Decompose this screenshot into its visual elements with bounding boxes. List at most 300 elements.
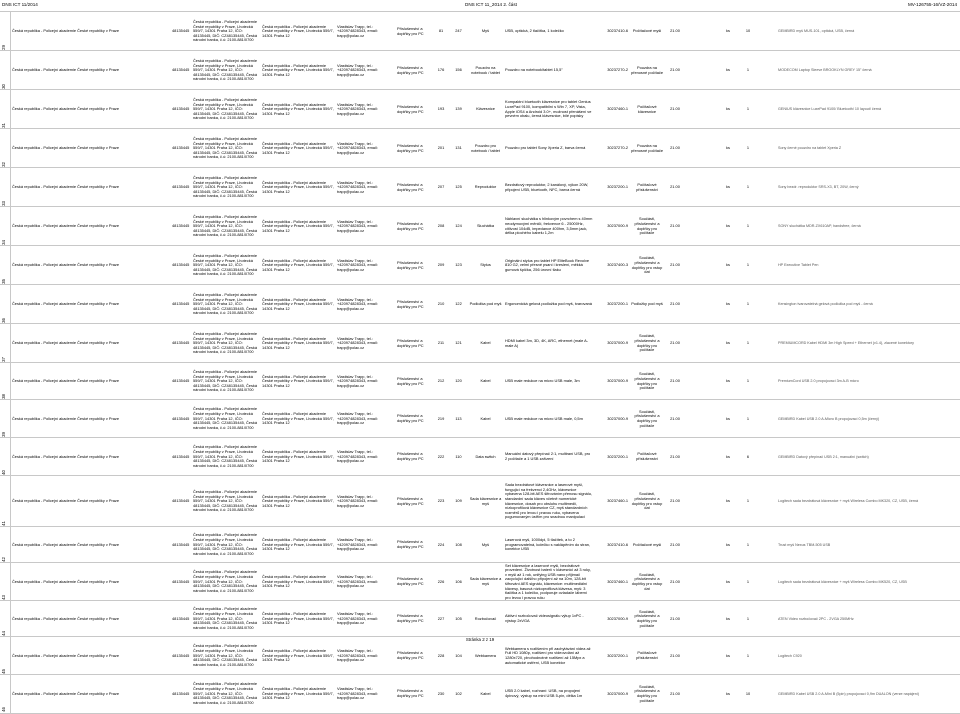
category: Příslušenství a doplňky pro PC (397, 613, 424, 623)
cpv-code: 30237000-9 (607, 340, 628, 346)
quantity: 1 (746, 541, 750, 547)
contact-person: Vlastislav Trapp, tel.: +420974828343, email: trapp@polac.cz (337, 218, 378, 233)
quantity: 1 (746, 262, 750, 268)
item-specification: Pouzdro pro tablet Sony Xperia Z, barva černá (505, 145, 586, 151)
vat-rate: 21.00 (670, 541, 680, 547)
billing-address: Česká republika - Policejní akademie České republiky v Praze, Lhotecká 559/7, 14301 Praha 12, IČO: 48135445, DIČ: CZ48135445, Česká národní banka, č.ú: 2100-881/0700 (193, 444, 258, 468)
unit: ks (726, 340, 730, 346)
contact-person: Vlastislav Trapp, tel.: +420974828343, email: trapp@polac.cz (337, 611, 378, 626)
category: Příslušenství a doplňky pro PC (397, 495, 424, 506)
quantity: 1 (746, 67, 750, 73)
offered-product: GEMBIRD Kabel USB 2.0 A-Mini B (5pin) propojovací 0,9m DUALON (verze napájení) (778, 691, 920, 696)
item-sequence: 122 (455, 301, 462, 307)
item-name: Podložka pod myš (469, 301, 502, 307)
vat-rate: 21.00 (670, 145, 680, 151)
organization-id: 48135445 (172, 541, 190, 547)
item-index: 210 (437, 301, 445, 307)
cpv-description: Počítačové příslušenství (636, 451, 658, 461)
item-specification: Sada bezdrátové klávesnice a laserové myši, fungující na frekvenci 2,4GHz, klávesnice vybavena 128-bit AES šifrováním přenosu signálu, standardní sada kláves včetně numerické klávesnice, dosah pro obsluhu multimedií, nízkoprofilová klávesnice CZ, myš standardních rozměrů pro levou i pravou ruku, vybavena pogumovaným ústřím pro snadnou manipulaci (505, 482, 592, 520)
offered-product: Sony bezdr. reproduktor SRS-X3, BT, 20W, černý (778, 185, 859, 190)
organization-name: Česká republika - Policejní akademie České republiky v Praze (12, 145, 120, 151)
table-row (0, 362, 960, 400)
unit: ks (726, 184, 730, 190)
organization-name: Česká republika - Policejní akademie České republiky v Praze (12, 652, 120, 658)
billing-address: Česká republika - Policejní akademie České republiky v Praze, Lhotecká 559/7, 14301 Praha 12, IČO: 48135445, DIČ: CZ48135445, Česká národní banka, č.ú: 2100-881/0700 (193, 532, 258, 556)
item-index: 208 (437, 223, 445, 229)
item-index: 223 (437, 498, 445, 504)
item-sequence: 104 (455, 652, 462, 658)
organization-id: 48135445 (172, 498, 190, 504)
row-number-cell (0, 129, 11, 168)
delivery-address: Česká republika - Policejní akademie České republiky v Praze, Lhotecká 559/7, 14301 Praha 12 (262, 611, 334, 626)
offered-product: Sony černé pouzdro na tablet Xperia Z (778, 146, 842, 151)
cpv-description: Součásti, příslušenství a doplňky pro počítače (634, 333, 660, 353)
cpv-description: Počítačové příslušenství (636, 181, 658, 192)
delivery-address: Česká republika - Policejní akademie České republiky v Praze, Lhotecká 559/7, 14301 Praha 12 (262, 335, 334, 350)
category: Příslušenství a doplňky pro PC (397, 337, 424, 348)
delivery-address: Česká republika - Policejní akademie České republiky v Praze, Lhotecká 559/7, 14301 Praha 12 (262, 411, 334, 426)
row-number-cell (0, 527, 11, 563)
billing-address: Česká republika - Policejní akademie České republiky v Praze, Lhotecká 559/7, 14301 Praha 12, IČO: 48135445, DIČ: CZ48135445, Česká národní banka, č.ú: 2100-881/0700 (193, 643, 258, 667)
cpv-code: 30237200-1 (607, 453, 628, 459)
cpv-code: 30237000-9 (607, 415, 628, 421)
cpv-description: Počítačové příslušenství (636, 650, 658, 660)
header-center: DNS ICT 11_2014 2. část (465, 2, 517, 7)
unit: ks (726, 378, 730, 384)
vat-rate: 21.00 (670, 223, 680, 229)
delivery-address: Česká republika - Policejní akademie České republiky v Praze, Lhotecká 559/7, 14301 Praha 12 (262, 493, 334, 508)
delivery-address: Česká republika - Policejní akademie České republiky v Praze, Lhotecká 559/7, 14301 Praha 12 (262, 218, 334, 233)
unit: ks (726, 541, 730, 547)
row-number: 33 (1, 201, 6, 206)
category: Příslušenství a doplňky pro PC (397, 451, 424, 461)
offered-product: Kensington tvarovatelná gelová podložka pod myš - černá (778, 302, 873, 307)
item-specification: Bezdrátový reproduktor, 2 kanálový, výkon 20W, připojení USB, bluetooth, NFC, barva černá (505, 181, 589, 192)
item-sequence: 105 (455, 615, 462, 621)
quantity: 1 (746, 184, 750, 190)
row-number-cell (0, 246, 11, 285)
table-row (0, 128, 960, 168)
cpv-description: Součásti, příslušenství a doplňky pro vstup dat (631, 571, 663, 591)
delivery-address: Česká republika - Policejní akademie České republiky v Praze, Lhotecká 559/7, 14301 Praha 12 (262, 537, 334, 552)
item-name: Rozbočovač (474, 615, 497, 621)
category: Příslušenství a doplňky pro PC (397, 539, 424, 549)
quantity: 1 (746, 223, 750, 229)
table-row (0, 437, 960, 476)
organization-id: 48135445 (172, 28, 190, 34)
delivery-address: Česká republika - Policejní akademie České republiky v Praze, Lhotecká 559/7, 14301 Praha 12 (262, 101, 334, 116)
offered-product: Trust myš Nexus TBM-505 USB (778, 542, 831, 547)
category: Příslušenství a doplňky pro PC (397, 259, 424, 270)
billing-address: Česká republika - Policejní akademie České republiky v Praze, Lhotecká 559/7, 14301 Praha 12, IČO: 48135445, DIČ: CZ48135445, Česká národní banka, č.ú: 2100-881/0700 (193, 368, 258, 393)
cpv-description: Součásti, příslušenství a doplňky pro vstup dat (631, 491, 663, 511)
item-index: 81 (438, 28, 444, 34)
item-sequence: 102 (455, 690, 462, 696)
organization-id: 48135445 (172, 415, 190, 421)
organization-name: Česká republika - Policejní akademie České republiky v Praze (12, 578, 120, 584)
item-name: Webkamera (475, 652, 496, 658)
billing-address: Česká republika - Policejní akademie České republiky v Praze, Lhotecká 559/7, 14301 Praha 12, IČO: 48135445, DIČ: CZ48135445, Česká národní banka, č.ú: 2100-881/0700 (193, 174, 258, 199)
organization-name: Česká republika - Policejní akademie České republiky v Praze (12, 340, 120, 346)
organization-id: 48135445 (172, 340, 190, 346)
item-index: 226 (437, 578, 445, 584)
contact-person: Vlastislav Trapp, tel.: +420974828343, email: trapp@polac.cz (337, 140, 378, 155)
category: Příslušenství a doplňky pro PC (397, 142, 424, 153)
contact-person: Vlastislav Trapp, tel.: +420974828343, email: trapp@polac.cz (337, 373, 378, 388)
vat-rate: 21.00 (670, 415, 680, 421)
contact-person: Vlastislav Trapp, tel.: +420974828343, email: trapp@polac.cz (337, 179, 378, 194)
organization-id: 48135445 (172, 652, 190, 658)
cpv-description: Pouzdra na přenosné počítače (630, 64, 663, 75)
organization-id: 48135445 (172, 301, 190, 307)
category: Příslušenství a doplňky pro PC (397, 650, 424, 660)
page-footer: Stránka 2 z 19 (465, 637, 495, 642)
item-specification: Náhlavní sluchátka s hlinkovým povrchem s 40mm neodymovými měniči, frekvence 6 - 25000Hz, citlivost 104dB, impedance 400hm, 3,5mm jack, délka plochého kabelu 1,2m (505, 216, 593, 236)
unit: ks (726, 145, 730, 151)
organization-name: Česká republika - Policejní akademie České republiky v Praze (12, 541, 120, 547)
row-number: 31 (1, 123, 6, 128)
vat-rate: 21.00 (670, 652, 680, 658)
item-name: Pouzdro pro notebook / tablet (471, 142, 500, 153)
table-row (0, 245, 960, 285)
item-sequence: 109 (455, 498, 462, 504)
item-sequence: 124 (455, 223, 462, 229)
cpv-code: 30237000-9 (607, 223, 628, 229)
unit: ks (726, 301, 730, 307)
delivery-address: Česká republika - Policejní akademie České republiky v Praze, Lhotecká 559/7, 14301 Praha 12 (262, 373, 334, 388)
vat-rate: 21.00 (670, 378, 680, 384)
billing-address: Česká republika - Policejní akademie České republiky v Praze, Lhotecká 559/7, 14301 Praha 12, IČO: 48135445, DIČ: CZ48135445, Česká národní banka, č.ú: 2100-881/0700 (193, 569, 258, 593)
item-specification: Kompaktní bluetooth klávesnice pro tablet Genius LuxePad 9100, kompatibilní s Win 7, XP, Vista, Apple iOS4 a Android 3.0+, možnost přenášení ve pevném obalu, černá klávesnice, bílé popisky (505, 99, 592, 119)
offered-product: Logitech sada bezdrátová klávesnice + myš Wireless Combo MK520, CZ, USB (778, 579, 907, 584)
delivery-address: Česká republika - Policejní akademie České republiky v Praze, Lhotecká 559/7, 14301 Praha 12 (262, 257, 334, 272)
row-number: 30 (1, 84, 6, 89)
item-name: Kabel (480, 415, 491, 421)
cpv-code: 30237270-2 (607, 145, 628, 151)
cpv-description: Počítačové myši (632, 28, 662, 34)
item-sequence: 139 (455, 106, 462, 112)
cpv-code: 30237200-1 (607, 652, 628, 658)
item-name: Data switch (475, 453, 496, 459)
item-index: 222 (437, 453, 445, 459)
unit: ks (726, 690, 730, 696)
cpv-code: 30237400-3 (607, 262, 628, 268)
row-number-cell (0, 168, 11, 207)
offered-product: Logitech sada bezdrátová klávesnice + myš Wireless Combo MK320, CZ, USB, černá (778, 499, 919, 504)
cpv-code: 30237410-6 (607, 28, 628, 34)
unit: ks (726, 67, 730, 73)
item-name: Pouzdro na notebook / tablet (471, 64, 500, 75)
billing-address: Česká republika - Policejní akademie České republiky v Praze, Lhotecká 559/7, 14301 Praha 12, IČO: 48135445, DIČ: CZ48135445, Česká národní banka, č.ú: 2100-881/0700 (193, 252, 258, 277)
item-sequence: 108 (455, 541, 462, 547)
row-number-cell (0, 476, 11, 527)
cpv-description: Součásti, příslušenství a doplňky pro počítače (634, 408, 660, 428)
item-specification: Ergonomická gelová podložka pod myš, tvarovaná (505, 301, 592, 307)
offered-product: HP Executive Tablet Pen (778, 263, 819, 268)
organization-name: Česká republika - Policejní akademie České republiky v Praze (12, 415, 120, 421)
category: Příslušenství a doplňky pro PC (397, 220, 424, 231)
contact-person: Vlastislav Trapp, tel.: +420974828343, email: trapp@polac.cz (337, 257, 378, 272)
vat-rate: 21.00 (670, 67, 680, 73)
table-row (0, 526, 960, 563)
unit: ks (726, 106, 730, 112)
row-number-cell (0, 207, 11, 246)
item-index: 224 (437, 541, 445, 547)
offered-product: ATEN Video rozbočovač 2PC - 2VGA 250MHz (778, 616, 854, 621)
quantity: 1 (746, 106, 750, 112)
item-index: 176 (437, 67, 445, 73)
billing-address: Česká republika - Policejní akademie České republiky v Praze, Lhotecká 559/7, 14301 Praha 12, IČO: 48135445, DIČ: CZ48135445, Česká národní banka, č.ú: 2100-881/0700 (193, 57, 258, 82)
item-specification: USB male redukce na micro USB male, 0,5m (505, 415, 583, 421)
offered-product: MODECOM Laptop Sleeve BROOKLYN GREY 15" černá (778, 68, 872, 73)
table-row (0, 399, 960, 438)
item-index: 211 (437, 340, 445, 346)
billing-address: Česká republika - Policejní akademie České republiky v Praze, Lhotecká 559/7, 14301 Praha 12, IČO: 48135445, DIČ: CZ48135445, Česká národní banka, č.ú: 2100-881/0700 (193, 406, 258, 430)
offered-product: SONY sluchátka MDR-ZX610AP, handsfree, černá (778, 224, 861, 229)
category: Příslušenství a doplňky pro PC (397, 181, 424, 192)
item-specification: Laserová myš, 1000dpi, 5 tlačítek, a to 2 programovatelná, kolečko s naklápěním do stran, konektor USB (505, 537, 590, 552)
offered-product: PREMIUMCORD Kabel HDMI 3m High Speed + Ethernet (v1.4), zlacené konektory (778, 341, 914, 346)
row-number-cell (0, 285, 11, 324)
offered-product: PremiumCord USB 2.0 propojovací 3m A-B micro (778, 379, 859, 384)
contact-person: Vlastislav Trapp, tel.: +420974828343, email: trapp@polac.cz (337, 686, 378, 701)
page-header (0, 0, 960, 10)
row-number-cell (0, 637, 11, 675)
item-sequence: 247 (455, 28, 462, 34)
vat-rate: 21.00 (670, 498, 680, 504)
row-number: 42 (1, 557, 6, 562)
vat-rate: 21.00 (670, 106, 680, 112)
unit: ks (726, 498, 730, 504)
cpv-code: 30237410-6 (607, 541, 628, 547)
table-row (0, 89, 960, 129)
item-specification: Webkamera s rozlišením při zachytávání videa až Full HD 1080p, rozlišení pro videovolání až 1280x720, plnohodnotné rozlišení až 15Mpx a automatické ostření, USB konektor (505, 645, 591, 665)
delivery-address: Česká republika - Policejní akademie České republiky v Praze, Lhotecká 559/7, 14301 Praha 12 (262, 62, 334, 77)
unit: ks (726, 615, 730, 621)
row-number-cell (0, 563, 11, 601)
offered-product: GEMBIRD myš MUS-101, optická, USB, černá (778, 29, 855, 34)
table-row (0, 323, 960, 363)
item-sequence: 113 (455, 415, 462, 421)
unit: ks (726, 28, 730, 34)
offered-product: GEMBIRD Kabel USB 2.0 A-Micro B propojovací 0,5m (černý) (778, 416, 880, 421)
item-index: 227 (437, 615, 445, 621)
quantity: 1 (746, 615, 750, 621)
category: Příslušenství a doplňky pro PC (397, 375, 424, 386)
quantity: 10 (745, 690, 751, 696)
item-index: 193 (437, 106, 445, 112)
vat-rate: 21.00 (670, 615, 680, 621)
row-number: 46 (1, 707, 6, 712)
table-row (0, 206, 960, 246)
delivery-address: Česká republika - Policejní akademie České republiky v Praze, Lhotecká 559/7, 14301 Praha 12 (262, 648, 334, 663)
cpv-code: 30237000-9 (607, 690, 628, 696)
delivery-address: Česká republika - Policejní akademie České republiky v Praze, Lhotecká 559/7, 14301 Praha 12 (262, 574, 334, 589)
category: Příslušenství a doplňky pro PC (397, 688, 424, 698)
item-sequence: 120 (455, 378, 462, 384)
quantity: 1 (746, 415, 750, 421)
cpv-description: Součásti, příslušenství a doplňky pro počítače (634, 608, 660, 628)
item-sequence: 156 (455, 67, 462, 73)
billing-address: Česká republika - Policejní akademie České republiky v Praze, Lhotecká 559/7, 14301 Praha 12, IČO: 48135445, DIČ: CZ48135445, Česká národní banka, č.ú: 2100-881/0700 (193, 135, 258, 160)
row-number: 45 (1, 669, 6, 674)
organization-name: Česká republika - Policejní akademie České republiky v Praze (12, 67, 120, 73)
vat-rate: 21.00 (670, 578, 680, 584)
row-number: 29 (1, 45, 6, 50)
item-sequence: 121 (455, 340, 462, 346)
cpv-description: Součásti, příslušenství a doplňky pro vstup dat (631, 255, 663, 275)
row-number: 32 (1, 162, 6, 167)
offered-product: GENIUS klávesnice LuxePad 9100/ Bluetooth/ 10 layout/ černá (778, 107, 882, 112)
item-name: Sada klávesnice a myš (469, 495, 502, 506)
item-name: Sluchátka (476, 223, 495, 229)
table-row (0, 674, 960, 714)
row-number: 37 (1, 357, 6, 362)
organization-name: Česká republika - Policejní akademie České republiky v Praze (12, 184, 120, 190)
row-number: 41 (1, 521, 6, 526)
category: Příslušenství a doplňky pro PC (397, 64, 424, 75)
contact-person: Vlastislav Trapp, tel.: +420974828343, email: trapp@polac.cz (337, 574, 378, 589)
unit: ks (726, 415, 730, 421)
item-specification: Manuální datový přepínač 2:1, multiraní USB, pro 2 počítače a 1 USB zařízení (505, 451, 591, 461)
contact-person: Vlastislav Trapp, tel.: +420974828343, email: trapp@polac.cz (337, 296, 378, 311)
row-number-cell (0, 12, 11, 51)
unit: ks (726, 578, 730, 584)
item-index: 212 (437, 378, 445, 384)
row-number: 38 (1, 394, 6, 399)
cpv-description: Součásti, příslušenství a doplňky pro počítače (634, 216, 660, 236)
cpv-code: 30237460-1 (607, 498, 628, 504)
item-specification: USB male redukce na micro USB male, 3m (505, 378, 580, 384)
organization-id: 48135445 (172, 690, 190, 696)
cpv-code: 30237000-9 (607, 615, 628, 621)
organization-id: 48135445 (172, 453, 190, 459)
item-specification: HDMI kabel 3m, 3D, 4K, ARC, ethernet (male A-male A) (505, 337, 589, 348)
contact-person: Vlastislav Trapp, tel.: +420974828343, email: trapp@polac.cz (337, 335, 378, 350)
organization-name: Česká republika - Policejní akademie České republiky v Praze (12, 106, 120, 112)
billing-address: Česká republika - Policejní akademie České republiky v Praze, Lhotecká 559/7, 14301 Praha 12, IČO: 48135445, DIČ: CZ48135445, Česká národní banka, č.ú: 2100-881/0700 (193, 291, 258, 316)
billing-address: Česká republika - Policejní akademie České republiky v Praze, Lhotecká 559/7, 14301 Praha 12, IČO: 48135445, DIČ: CZ48135445, Česká národní banka, č.ú: 2100-881/0700 (193, 96, 258, 121)
cpv-description: Počítačové klávesnice (637, 103, 657, 114)
item-sequence: 106 (455, 578, 462, 584)
unit: ks (726, 262, 730, 268)
table-row (0, 475, 960, 527)
row-number: 43 (1, 595, 6, 600)
delivery-address: Česká republika - Policejní akademie České republiky v Praze, Lhotecká 559/7, 14301 Praha 12 (262, 296, 334, 311)
item-index: 209 (437, 262, 445, 268)
contact-person: Vlastislav Trapp, tel.: +420974828343, email: trapp@polac.cz (337, 62, 378, 77)
item-index: 201 (437, 145, 445, 151)
row-number-cell (0, 51, 11, 90)
contact-person: Vlastislav Trapp, tel.: +420974828343, email: trapp@polac.cz (337, 101, 378, 116)
quantity: 1 (746, 378, 750, 384)
category: Příslušenství a doplňky pro PC (397, 25, 424, 36)
item-name: Myš (481, 28, 490, 34)
item-name: Sada klávesnice a myš (469, 576, 502, 586)
table-row (0, 50, 960, 90)
cpv-code: 30237200-1 (607, 184, 628, 190)
item-name: Kabel (480, 340, 491, 346)
item-sequence: 123 (455, 262, 462, 268)
row-number: 35 (1, 279, 6, 284)
cpv-code: 30237200-1 (607, 301, 628, 307)
cpv-description: Podložky pod myš (631, 301, 663, 307)
row-number-cell (0, 675, 11, 713)
delivery-address: Česká republika - Policejní akademie České republiky v Praze, Lhotecká 559/7, 14301 Praha 12 (262, 686, 334, 701)
items-table (0, 11, 960, 712)
item-specification: Aktivní rozbočovač videosignálu výtup 1xPC - výstup 2xVGA (505, 613, 584, 623)
billing-address: Česká republika - Policejní akademie České republiky v Praze, Lhotecká 559/7, 14301 Praha 12, IČO: 48135445, DIČ: CZ48135445, Česká národní banka, č.ú: 2100-881/0700 (193, 330, 258, 355)
row-number-cell (0, 601, 11, 637)
row-number-cell (0, 400, 11, 438)
organization-id: 48135445 (172, 106, 190, 112)
cpv-description: Pouzdra na přenosné počítače (630, 142, 663, 153)
row-number: 44 (1, 631, 6, 636)
row-number: 40 (1, 470, 6, 475)
cpv-code: 30237460-1 (607, 106, 628, 112)
cpv-code: 30237460-1 (607, 578, 628, 584)
row-number-cell (0, 438, 11, 476)
category: Příslušenství a doplňky pro PC (397, 576, 424, 586)
quantity: 6 (746, 453, 750, 459)
organization-name: Česká republika - Policejní akademie České republiky v Praze (12, 615, 120, 621)
billing-address: Česká republika - Policejní akademie České republiky v Praze, Lhotecká 559/7, 14301 Praha 12, IČO: 48135445, DIČ: CZ48135445, Česká národní banka, č.ú: 2100-881/0700 (193, 18, 258, 43)
cpv-code: 30237270-2 (607, 67, 628, 73)
table-row (0, 11, 960, 51)
quantity: 1 (746, 340, 750, 346)
category: Příslušenství a doplňky pro PC (397, 413, 424, 423)
billing-address: Česká republika - Policejní akademie České republiky v Praze, Lhotecká 559/7, 14301 Praha 12, IČO: 48135445, DIČ: CZ48135445, Česká národní banka, č.ú: 2100-881/0700 (193, 213, 258, 238)
billing-address: Česká republika - Policejní akademie České republiky v Praze, Lhotecká 559/7, 14301 Praha 12, IČO: 48135445, DIČ: CZ48135445, Česká národní banka, č.ú: 2100-881/0700 (193, 606, 258, 630)
item-name: Myš (481, 541, 490, 547)
vat-rate: 21.00 (670, 262, 680, 268)
table-row (0, 600, 960, 637)
organization-name: Česká republika - Policejní akademie České republiky v Praze (12, 378, 120, 384)
header-right: MV-126755-16/VZ-2014 (907, 2, 957, 7)
offered-product: Logitech C920 (778, 653, 802, 658)
item-specification: Pouzdro na notebook/tablet 15,5" (505, 67, 563, 73)
category: Příslušenství a doplňky pro PC (397, 298, 424, 309)
delivery-address: Česká republika - Policejní akademie České republiky v Praze, Lhotecká 559/7, 14301 Praha 12 (262, 140, 334, 155)
row-number: 39 (1, 432, 6, 437)
organization-name: Česká republika - Policejní akademie České republiky v Praze (12, 453, 120, 459)
quantity: 1 (746, 652, 750, 658)
item-name: Reproduktor (474, 184, 497, 190)
cpv-code: 30237000-9 (607, 378, 628, 384)
vat-rate: 21.00 (670, 301, 680, 307)
vat-rate: 21.00 (670, 453, 680, 459)
item-sequence: 125 (455, 184, 462, 190)
delivery-address: Česká republika - Policejní akademie České republiky v Praze, Lhotecká 559/7, 14301 Praha 12 (262, 449, 334, 464)
vat-rate: 21.00 (670, 184, 680, 190)
category: Příslušenství a doplňky pro PC (397, 103, 424, 114)
billing-address: Česká republika - Policejní akademie České republiky v Praze, Lhotecká 559/7, 14301 Praha 12, IČO: 48135445, DIČ: CZ48135445, Česká národní banka, č.ú: 2100-881/0700 (193, 681, 258, 705)
item-name: Kabel (480, 690, 491, 696)
organization-id: 48135445 (172, 67, 190, 73)
delivery-address: Česká republika - Policejní akademie České republiky v Praze, Lhotecká 559/7, 14301 Praha 12 (262, 179, 334, 194)
organization-name: Česká republika - Policejní akademie České republiky v Praze (12, 223, 120, 229)
organization-id: 48135445 (172, 145, 190, 151)
vat-rate: 21.00 (670, 690, 680, 696)
organization-id: 48135445 (172, 184, 190, 190)
vat-rate: 21.00 (670, 28, 680, 34)
quantity: 1 (746, 578, 750, 584)
organization-id: 48135445 (172, 262, 190, 268)
row-number: 34 (1, 240, 6, 245)
contact-person: Vlastislav Trapp, tel.: +420974828343, email: trapp@polac.cz (337, 23, 378, 38)
table-row (0, 562, 960, 601)
item-sequence: 110 (455, 453, 462, 459)
